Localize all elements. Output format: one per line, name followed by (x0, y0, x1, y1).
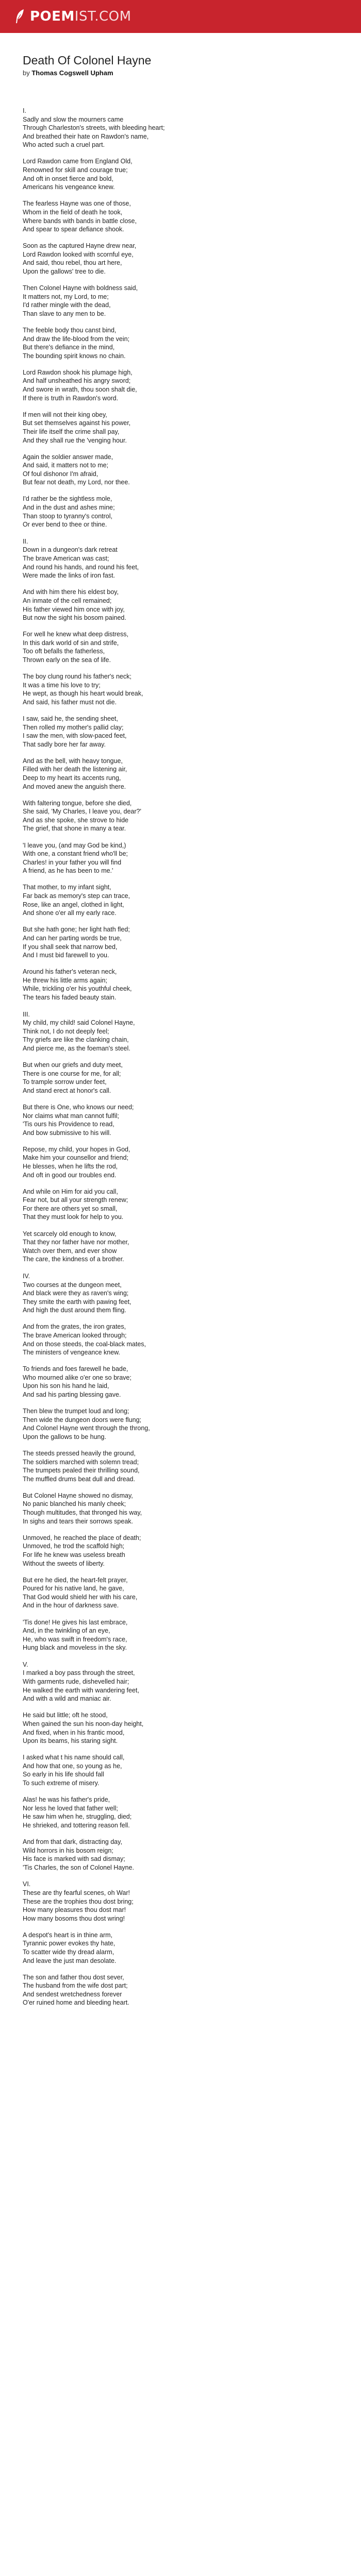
stanza (23, 1492, 342, 1526)
poem-line: If you shall seek that narrow bed, (23, 943, 118, 951)
poem-line: They smite the earth with pawing feet, (23, 1298, 132, 1306)
poem-line: And, in the twinkling of an eye, (23, 1627, 110, 1635)
poem-line: And in the hour of darkness save. (23, 1602, 119, 1609)
stanza (23, 115, 342, 149)
poem-line: A friend, as he has been to me.' (23, 867, 113, 875)
poem-line: The husband from the wife dost part; (23, 1982, 128, 1990)
poem-line: And with a wild and maniac air. (23, 1695, 111, 1703)
stanza (23, 1061, 342, 1095)
stanza (23, 546, 342, 580)
poem-line: And from that dark, distracting day, (23, 1838, 122, 1845)
stanza (23, 1973, 342, 2007)
poem-line: And bow submissive to his will. (23, 1129, 111, 1137)
poem-line: Then Colonel Hayne with boldness said, (23, 284, 138, 292)
poem-line: Make him your counsellor and friend; (23, 1154, 128, 1162)
poem-line: She said, 'My Charles, I leave you, dear?' (23, 808, 141, 816)
poem-line: Americans his vengeance knew. (23, 183, 115, 191)
poem-line: And I must bid farewell to you. (23, 952, 109, 959)
stanza (23, 1145, 342, 1179)
poem-line: The son and father thou dost sever, (23, 1973, 124, 1981)
stanza (23, 1281, 342, 1315)
stanza (23, 1188, 342, 1222)
poem-line: Hung black and moveless in the sky. (23, 1644, 127, 1652)
poem-line: For life he knew was useless breath (23, 1551, 125, 1558)
poem-line: O'er ruined home and bleeding heart. (23, 1999, 129, 2007)
poem-line: And fixed, when in his frantic mood, (23, 1728, 125, 1736)
poem-line: And round his hands, and round his feet, (23, 563, 139, 571)
poem-line: But fear not death, my Lord, nor thee. (23, 479, 130, 486)
poem-line: That sadly bore her far away. (23, 740, 106, 748)
stanza (23, 495, 342, 529)
stanza (23, 411, 342, 445)
stanza (23, 757, 342, 791)
poem-line: To friends and foes farewell he bade, (23, 1365, 128, 1373)
poem-line: But set themselves against his power, (23, 419, 131, 427)
poem-line: His father viewed him once with joy, (23, 605, 125, 613)
poem-line: And in the dust and ashes mine; (23, 504, 115, 512)
poem-line: Through Charleston's streets, with bleeding heart; (23, 124, 165, 132)
poem-line: To trample sorrow under feet, (23, 1078, 107, 1086)
poem-line: And said, it matters not to me; (23, 462, 109, 469)
logo-rest: IST.COM (74, 9, 132, 24)
poem-line: And said, thou rebel, thou art here, (23, 259, 122, 267)
poem-line: But now the sight his bosom pained. (23, 614, 126, 622)
poem-line: He, who was swift in freedom's race, (23, 1635, 127, 1643)
poem-line: Without the sweets of liberty. (23, 1560, 105, 1567)
poem-line: There is one course for me, for all; (23, 1070, 121, 1077)
stanza (23, 1365, 342, 1399)
stanza (23, 1576, 342, 1610)
stanza (23, 1230, 342, 1264)
poem-line: My child, my child! said Colonel Hayne, (23, 1019, 135, 1027)
poem-section (23, 107, 342, 529)
poem-line: Too oft befalls the fatherless, (23, 648, 105, 655)
poem-line: Deep to my heart its accents rung, (23, 774, 121, 782)
poem-line: And leave the just man desolate. (23, 1957, 117, 1964)
poem-line: And how that one, so young as he, (23, 1762, 122, 1770)
poem-line: And Colonel Hayne went through the throng, (23, 1425, 150, 1432)
poem-line: But there is One, who knows our need; (23, 1103, 134, 1111)
poem-line: Than stoop to tyranny's control, (23, 512, 113, 520)
stanza (23, 368, 342, 402)
poem-line: Wild horrors in his bosom reign; (23, 1846, 113, 1854)
poem-line: And shone o'er all my early race. (23, 909, 117, 917)
poem-section (23, 1660, 342, 1872)
poem-line: Then rolled my mother's pallid clay; (23, 723, 124, 731)
poem-line: Repose, my child, your hopes in God, (23, 1145, 130, 1153)
stanza (23, 1931, 342, 1965)
poem-line: Soon as the captured Hayne drew near, (23, 242, 137, 250)
poem-line: Think not, I do not deeply feel; (23, 1027, 109, 1035)
poem-body (23, 107, 342, 2007)
stanza (23, 1795, 342, 1829)
poem-line: Again the soldier answer made, (23, 453, 113, 461)
poem-line: Who mourned alike o'er one so brave; (23, 1374, 132, 1381)
poem-line: That mother, to my infant sight, (23, 884, 111, 891)
poem-line: When gained the sun his noon-day height, (23, 1720, 144, 1727)
poem-line: Tyrannic power evokes thy hate, (23, 1940, 116, 1947)
poem-line: Or ever bend to thee or thine. (23, 521, 107, 529)
logo-wordmark (30, 9, 132, 24)
poem-line: The feeble body thou canst bind, (23, 326, 117, 334)
poem-line: The grief, that shone in many a tear. (23, 825, 126, 833)
site-header (0, 0, 361, 33)
poem-line: The tears his faded beauty stain. (23, 993, 117, 1001)
poem-line: Thrown early on the sea of life. (23, 656, 111, 664)
poem-line: With one, a constant friend who'll be; (23, 850, 128, 858)
poem-line: And they shall rue the 'venging hour. (23, 436, 127, 444)
poem-line: And draw the life-blood from the vein; (23, 335, 130, 343)
poem-line: The muffled drums beat dull and dread. (23, 1475, 135, 1483)
poem-line: And as the bell, with heavy tongue, (23, 757, 123, 765)
poem-line: Lord Rawdon looked with scornful eye, (23, 250, 134, 258)
section-numeral: III. (23, 1010, 30, 1018)
poem-line: So early in his life should fall (23, 1771, 104, 1778)
stanza (23, 284, 342, 318)
section-numeral: IV. (23, 1272, 30, 1280)
poem-line: Upon the gallows to be hung. (23, 1433, 106, 1440)
poem-line: How many bosoms thou dost wring! (23, 1914, 125, 1922)
poem-line: Then blew the trumpet loud and long; (23, 1408, 129, 1415)
poem-line: These are thy fearful scenes, oh War! (23, 1889, 130, 1896)
poem-line: In this dark world of sin and strife, (23, 639, 119, 647)
poem-line: I marked a boy pass through the street, (23, 1669, 135, 1677)
poem-line: Nor claims what man cannot fulfil; (23, 1112, 119, 1120)
stanza (23, 715, 342, 749)
poem-line: Down in a dungeon's dark retreat (23, 546, 118, 554)
poem-section (23, 1880, 342, 2007)
poem-line: The brave American looked through; (23, 1331, 127, 1339)
poem-line: And swore in wrath, thou soon shalt die, (23, 386, 137, 394)
poem-line: And oft in good our troubles end. (23, 1171, 117, 1179)
poem-line: To such extreme of misery. (23, 1780, 100, 1787)
poem-line: It was a time his love to try; (23, 681, 101, 689)
author-link[interactable]: Thomas Cogswell Upham (31, 69, 113, 77)
poem-line: He threw his little arms again; (23, 976, 107, 984)
poem-line: Of foul dishonor I'm afraid, (23, 470, 99, 478)
stanza (23, 1889, 342, 1923)
poem-line: Upon its beams, his staring sight. (23, 1737, 118, 1745)
stanza (23, 1753, 342, 1787)
poem-line: Poured for his native land, he gave, (23, 1585, 124, 1592)
poem-line: And from the grates, the iron grates, (23, 1323, 126, 1331)
stanza (23, 242, 342, 276)
section-numeral: II. (23, 537, 28, 545)
poem-line: 'Tis done! He gives his last embrace, (23, 1618, 128, 1626)
stanza (23, 1534, 342, 1568)
poem-line: He wept, as though his heart would break, (23, 690, 143, 698)
poem-line: The brave American was cast; (23, 555, 109, 563)
poem-line: No panic blanched his manly cheek; (23, 1500, 126, 1508)
poem-line: Were made the links of iron fast. (23, 572, 116, 580)
poem-line: He said but little; oft he stood, (23, 1711, 108, 1719)
poem-line: Watch over them, and ever show (23, 1247, 117, 1255)
poem-line: Lord Rawdon shook his plumage high, (23, 368, 133, 376)
poem-line: And on those steeds, the coal-black mates, (23, 1340, 146, 1348)
poem-line: And half unsheathed his angry sword; (23, 377, 131, 385)
stanza (23, 968, 342, 1002)
poem-line: In sighs and tears their sorrows speak. (23, 1517, 133, 1525)
poem-line: Charles! in your father you will find (23, 858, 122, 866)
poem-line: Fear not, but all your strength renew; (23, 1196, 128, 1204)
poem-line: I'd rather mingle with the dead, (23, 301, 111, 309)
stanza (23, 1618, 342, 1652)
poem-line: But Colonel Hayne showed no dismay, (23, 1492, 133, 1499)
poem-line: Than slave to any men to be. (23, 310, 106, 317)
poem-line: And sad his parting blessing gave. (23, 1391, 121, 1399)
poem-line: Then wide the dungeon doors were flung; (23, 1416, 142, 1423)
poem-line: He saw him when he, struggling, died; (23, 1813, 132, 1821)
poem-line: Lord Rawdon came from England Old, (23, 158, 133, 165)
poem-line: And moved anew the anguish there. (23, 783, 126, 790)
poem-line: But when our griefs and duty meet, (23, 1061, 123, 1069)
poem-line: A despot's heart is in thine arm, (23, 1931, 113, 1939)
poem-line: It matters not, my Lord, to me; (23, 293, 109, 300)
poem-line: 'Tis Charles, the son of Colonel Hayne. (23, 1863, 134, 1871)
poem-line: Where bands with bands in battle close, (23, 217, 137, 225)
stanza (23, 1407, 342, 1441)
poem-line: I saw, said he, the sending sheet, (23, 715, 118, 722)
poem-line: The fearless Hayne was one of those, (23, 200, 131, 208)
poem-title: Death Of Colonel Hayne (23, 54, 152, 67)
poem-line: Thy griefs are like the clanking chain, (23, 1036, 129, 1044)
poem-line: The steeds pressed heavily the ground, (23, 1450, 136, 1457)
logo-bold: POEM (30, 9, 75, 24)
poem-line: I'd rather be the sightless mole, (23, 495, 112, 503)
poem-line: That God would shield her with his care, (23, 1593, 138, 1601)
poem-line: An inmate of the cell remained; (23, 597, 112, 604)
poem-line: Who acted such a cruel part. (23, 141, 105, 149)
poem-line: Unmoved, he reached the place of death; (23, 1534, 141, 1541)
poem-line: Yet scarcely old enough to know, (23, 1230, 117, 1238)
stanza (23, 1019, 342, 1053)
poem-line: He walked the earth with wandering feet, (23, 1686, 139, 1694)
stanza (23, 199, 342, 233)
poem-line: With faltering tongue, before she died, (23, 799, 132, 807)
stanza (23, 453, 342, 487)
stanza (23, 841, 342, 875)
poem-line: Upon his son his hand he laid, (23, 1382, 109, 1390)
stanza (23, 1323, 342, 1357)
stanza (23, 588, 342, 622)
poem-line: 'Tis ours his Providence to read, (23, 1121, 114, 1128)
poem-line: And oft in onset fierce and bold, (23, 175, 113, 182)
site-logo[interactable] (14, 9, 132, 24)
poem-line: Around his father's veteran neck, (23, 968, 117, 976)
stanza (23, 1711, 342, 1745)
poem-line: For there are others yet so small, (23, 1205, 118, 1212)
poem-line: The ministers of vengeance knew. (23, 1349, 120, 1357)
poem-line: Far back as memory's step can trace, (23, 892, 130, 900)
stanza (23, 630, 342, 664)
poem-section (23, 1272, 342, 1652)
section-numeral: VI. (23, 1880, 31, 1888)
poem-line: The boy clung round his father's neck; (23, 673, 132, 681)
poem-line: While, trickling o'er his youthful cheek, (23, 985, 132, 993)
poem-line: Renowned for skill and courage true; (23, 166, 128, 174)
poem-line: And said, his father must not die. (23, 698, 117, 706)
stanza (23, 1103, 342, 1137)
poem-line: Rose, like an angel, clothed in light, (23, 901, 124, 908)
poem-line: How many pleasures thou dost mar! (23, 1906, 126, 1914)
poem-line: Filled with her death the listening air, (23, 766, 127, 773)
poem-line: If there is truth in Rawdon's word. (23, 394, 119, 402)
poem-line: And black were they as raven's wing; (23, 1290, 129, 1297)
stanza (23, 1449, 342, 1483)
poem-line: And with him there his eldest boy, (23, 588, 119, 596)
poem-line: These are the trophies thou dost bring; (23, 1897, 134, 1905)
poem-line: And spear to spear defiance shook. (23, 226, 124, 233)
poem-line: Unmoved, he trod the scaffold high; (23, 1543, 125, 1550)
poem-line: Though multitudes, that thronged his way, (23, 1509, 142, 1517)
poem-line: If men will not their king obey, (23, 411, 107, 418)
poem-line: The care, the kindness of a brother. (23, 1256, 124, 1263)
poem-line: Whom in the field of death he took, (23, 208, 123, 216)
poem-line: I asked what t his name should call, (23, 1754, 125, 1761)
quill-icon (14, 9, 26, 24)
byline-prefix: by (23, 69, 32, 77)
poem-line: He shrieked, and tottering reason fell. (23, 1821, 130, 1829)
poem-line: And as she spoke, she strove to hide (23, 816, 128, 824)
poem-line: His face is marked with sad dismay; (23, 1855, 125, 1863)
poem-line: And pierce me, as the foeman's steel. (23, 1044, 130, 1052)
poem-line: Alas! he was his father's pride, (23, 1796, 110, 1804)
poem-line: Two courses at the dungeon meet, (23, 1281, 122, 1289)
poem-line: 'I leave you, (and may God be kind,) (23, 841, 126, 849)
poem-line: And high the dust around them fling. (23, 1307, 126, 1314)
poem-line: But ere he died, the heart-felt prayer, (23, 1576, 128, 1584)
poem-line: But there's defiance in the mind, (23, 344, 115, 351)
stanza (23, 1838, 342, 1872)
poem-line: And breathed their hate on Rawdon's name, (23, 132, 149, 140)
poem-line: For well he knew what deep distress, (23, 631, 128, 638)
stanza (23, 672, 342, 706)
poem-line: And while on Him for aid you call, (23, 1188, 118, 1195)
poem-line: To scatter wide thy dread alarm, (23, 1948, 114, 1956)
section-numeral: I. (23, 107, 26, 114)
poem-line: Their life itself the crime shall pay, (23, 428, 120, 435)
poem-line: That they must look for help to you. (23, 1213, 124, 1221)
stanza (23, 799, 342, 833)
main-content (0, 33, 361, 2007)
stanza (23, 326, 342, 360)
poem-line: The trumpets pealed their thrilling sound, (23, 1467, 140, 1475)
poem-line: Nor less he loved that father well; (23, 1804, 118, 1812)
poem-line: Sadly and slow the mourners came (23, 115, 124, 123)
poem-line: That they nor father have nor mother, (23, 1239, 129, 1246)
poem-line: The bounding spirit knows no chain. (23, 352, 126, 360)
stanza (23, 1669, 342, 1703)
poem-section (23, 537, 342, 1002)
poem-line: And sendest wretchedness forever (23, 1990, 122, 1998)
poem-line: Upon the gallows' tree to die. (23, 268, 106, 275)
stanza (23, 925, 342, 959)
poem-line: But she hath gone; her light hath fled; (23, 926, 130, 934)
stanza (23, 883, 342, 917)
poem-line: He blesses, when he lifts the rod, (23, 1162, 118, 1170)
poem-line: And can her parting words be true, (23, 934, 122, 942)
poem-line: And stand erect at honor's call. (23, 1087, 111, 1094)
poem-line: I saw the men, with slow-paced feet, (23, 732, 127, 740)
poem-line: With garments rude, dishevelled hair; (23, 1678, 129, 1686)
poem-section (23, 1010, 342, 1264)
section-numeral: V. (23, 1660, 28, 1668)
poem-byline (23, 69, 342, 77)
stanza (23, 157, 342, 191)
poem-line: The soldiers marched with solemn tread; (23, 1458, 139, 1466)
